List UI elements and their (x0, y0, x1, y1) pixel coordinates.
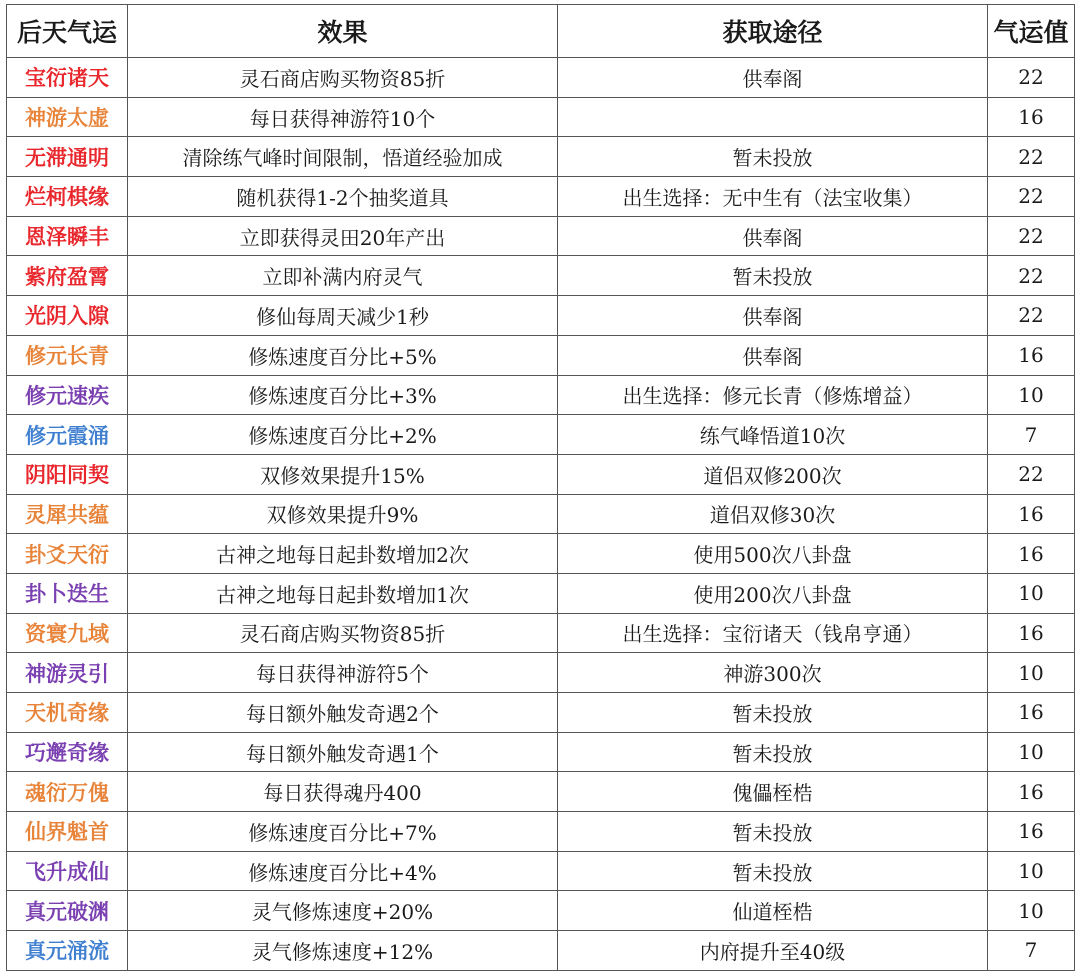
fortune-source: 道侣双修200次 (558, 454, 988, 494)
fortune-value: 16 (988, 335, 1075, 375)
fortune-value: 7 (988, 931, 1075, 971)
fortune-name: 神游太虚 (7, 97, 128, 137)
fortune-effect: 修炼速度百分比+5% (128, 335, 558, 375)
fortune-effect: 修炼速度百分比+2% (128, 415, 558, 455)
fortune-source: 使用500次八卦盘 (558, 534, 988, 574)
fortune-name: 仙界魁首 (7, 812, 128, 852)
table-row (7, 613, 1075, 653)
table-row (7, 97, 1075, 137)
fortune-value: 16 (988, 534, 1075, 574)
header-name: 后天气运 (7, 5, 128, 58)
fortune-effect: 随机获得1-2个抽奖道具 (128, 177, 558, 217)
fortune-source: 出生选择：修元长青（修炼增益） (558, 375, 988, 415)
fortune-name: 卦卜迭生 (7, 573, 128, 613)
table-row (7, 812, 1075, 852)
fortune-source: 供奉阁 (558, 216, 988, 256)
fortune-effect: 双修效果提升15% (128, 454, 558, 494)
fortune-value: 22 (988, 58, 1075, 98)
fortune-name: 真元涌流 (7, 931, 128, 971)
fortune-value: 10 (988, 851, 1075, 891)
fortune-value: 22 (988, 454, 1075, 494)
fortune-name: 天机奇缘 (7, 693, 128, 733)
fortune-source: 暂未投放 (558, 693, 988, 733)
fortune-value: 16 (988, 772, 1075, 812)
table-row (7, 693, 1075, 733)
fortune-name: 修元长青 (7, 335, 128, 375)
fortune-name: 飞升成仙 (7, 851, 128, 891)
fortune-value: 7 (988, 415, 1075, 455)
table-row (7, 216, 1075, 256)
fortune-effect: 立即获得灵田20年产出 (128, 216, 558, 256)
table-row (7, 534, 1075, 574)
header-source: 获取途径 (558, 5, 988, 58)
fortune-source: 出生选择：宝衍诸天（钱帛亨通） (558, 613, 988, 653)
table-row (7, 772, 1075, 812)
fortune-source: 供奉阁 (558, 58, 988, 98)
fortune-source: 暂未投放 (558, 137, 988, 177)
fortune-effect: 双修效果提升9% (128, 494, 558, 534)
header-effect: 效果 (128, 5, 558, 58)
fortune-name: 灵犀共蕴 (7, 494, 128, 534)
fortune-effect: 每日获得神游符5个 (128, 653, 558, 693)
fortune-effect: 每日获得神游符10个 (128, 97, 558, 137)
fortune-effect: 灵气修炼速度+12% (128, 931, 558, 971)
fortune-name: 修元霞涌 (7, 415, 128, 455)
fortune-source: 练气峰悟道10次 (558, 415, 988, 455)
fortune-value: 22 (988, 216, 1075, 256)
table-row (7, 177, 1075, 217)
fortune-name: 紫府盈霄 (7, 256, 128, 296)
fortune-source: 内府提升至40级 (558, 931, 988, 971)
fortune-source: 暂未投放 (558, 732, 988, 772)
table-row (7, 851, 1075, 891)
fortune-value: 16 (988, 494, 1075, 534)
table-row (7, 335, 1075, 375)
table-row (7, 454, 1075, 494)
fortune-source: 供奉阁 (558, 335, 988, 375)
fortune-source: 出生选择：无中生有（法宝收集） (558, 177, 988, 217)
fortune-name: 恩泽瞬丰 (7, 216, 128, 256)
fortune-value: 22 (988, 137, 1075, 177)
fortune-value: 22 (988, 256, 1075, 296)
table-row (7, 573, 1075, 613)
fortune-value: 16 (988, 693, 1075, 733)
fortune-source: 供奉阁 (558, 296, 988, 336)
fortune-value: 10 (988, 891, 1075, 931)
table-row (7, 653, 1075, 693)
fortune-source: 神游300次 (558, 653, 988, 693)
table-row (7, 931, 1075, 971)
fortune-source: 暂未投放 (558, 256, 988, 296)
fortune-value: 16 (988, 97, 1075, 137)
table-row (7, 296, 1075, 336)
fortune-effect: 灵石商店购买物资85折 (128, 58, 558, 98)
fortune-effect: 修炼速度百分比+7% (128, 812, 558, 852)
fortune-name: 烂柯棋缘 (7, 177, 128, 217)
fortune-value: 22 (988, 296, 1075, 336)
fortune-name: 卦爻天衍 (7, 534, 128, 574)
table-row (7, 375, 1075, 415)
fortune-source: 暂未投放 (558, 812, 988, 852)
fortune-effect: 修仙每周天减少1秒 (128, 296, 558, 336)
header-row (7, 5, 1075, 58)
fortune-effect: 修炼速度百分比+3% (128, 375, 558, 415)
fortune-value: 10 (988, 732, 1075, 772)
table-row (7, 732, 1075, 772)
fortune-source: 仙道桎梏 (558, 891, 988, 931)
fortune-effect: 灵气修炼速度+20% (128, 891, 558, 931)
fortune-value: 10 (988, 573, 1075, 613)
fortune-source: 道侣双修30次 (558, 494, 988, 534)
fortune-name: 巧邂奇缘 (7, 732, 128, 772)
header-value: 气运值 (988, 5, 1075, 58)
fortune-value: 10 (988, 653, 1075, 693)
table-row (7, 137, 1075, 177)
fortune-name: 魂衍万傀 (7, 772, 128, 812)
fortune-source: 暂未投放 (558, 851, 988, 891)
fortune-effect: 清除练气峰时间限制，悟道经验加成 (128, 137, 558, 177)
fortune-name: 无滞通明 (7, 137, 128, 177)
fortune-name: 阴阳同契 (7, 454, 128, 494)
fortune-name: 神游灵引 (7, 653, 128, 693)
fortune-effect: 每日额外触发奇遇1个 (128, 732, 558, 772)
fortune-name: 真元破渊 (7, 891, 128, 931)
fortune-source: 使用200次八卦盘 (558, 573, 988, 613)
fortune-effect: 古神之地每日起卦数增加1次 (128, 573, 558, 613)
table-row (7, 58, 1075, 98)
fortune-value: 16 (988, 613, 1075, 653)
fortune-value: 10 (988, 375, 1075, 415)
fortune-name: 资寰九域 (7, 613, 128, 653)
table-row (7, 415, 1075, 455)
table-row (7, 494, 1075, 534)
fortune-source (558, 97, 988, 137)
fortune-effect: 古神之地每日起卦数增加2次 (128, 534, 558, 574)
fortune-value: 16 (988, 812, 1075, 852)
fortune-table (6, 4, 1075, 971)
fortune-name: 光阴入隙 (7, 296, 128, 336)
fortune-effect: 修炼速度百分比+4% (128, 851, 558, 891)
fortune-effect: 灵石商店购买物资85折 (128, 613, 558, 653)
fortune-effect: 每日获得魂丹400 (128, 772, 558, 812)
fortune-effect: 每日额外触发奇遇2个 (128, 693, 558, 733)
fortune-name: 宝衍诸天 (7, 58, 128, 98)
table-body (7, 58, 1075, 971)
fortune-name: 修元速疾 (7, 375, 128, 415)
fortune-effect: 立即补满内府灵气 (128, 256, 558, 296)
table-row (7, 891, 1075, 931)
fortune-value: 22 (988, 177, 1075, 217)
table-row (7, 256, 1075, 296)
fortune-source: 傀儡桎梏 (558, 772, 988, 812)
